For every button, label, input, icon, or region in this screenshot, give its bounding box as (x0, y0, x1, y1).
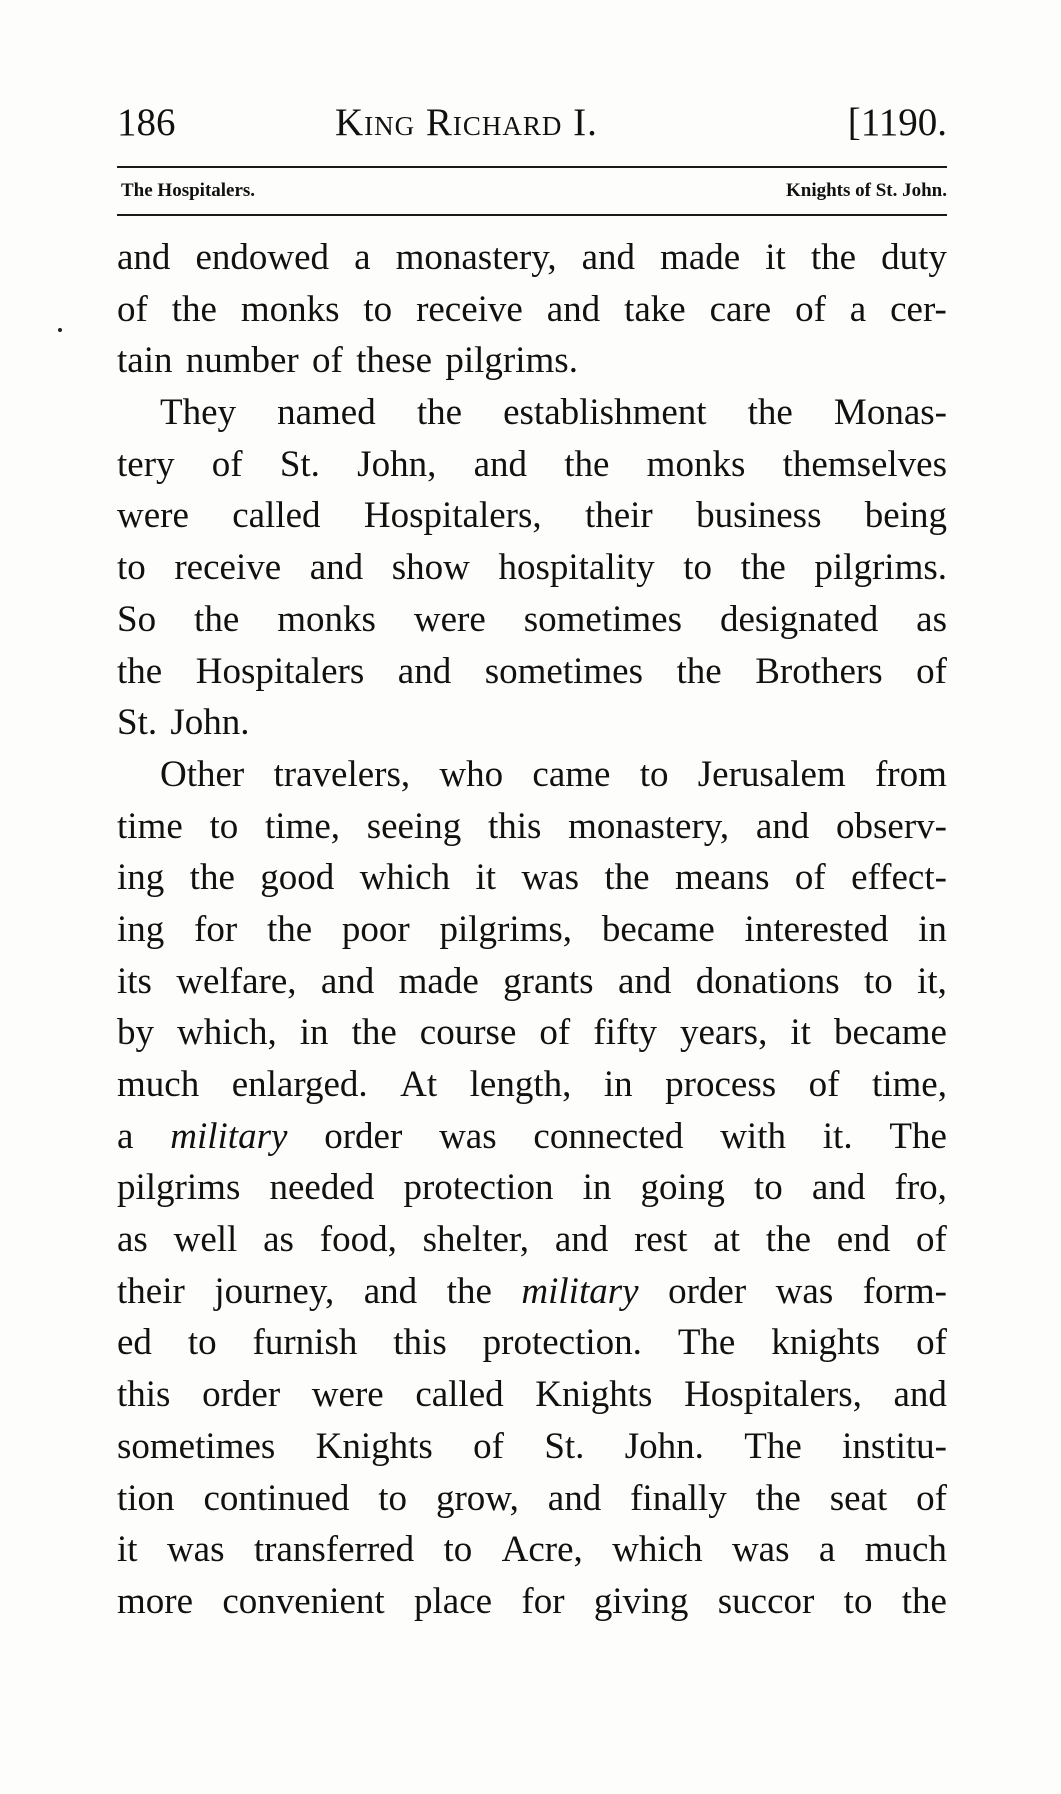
text-line: the Hospitalers and sometimes the Brothers of (117, 650, 947, 692)
text-line: it was transferred to Acre, which was a much (117, 1529, 947, 1571)
header-rule-top (117, 166, 947, 168)
text-line: a military order was connected with it. The (117, 1115, 947, 1157)
text-line: ing for the poor pilgrims, became interested in (117, 908, 947, 950)
side-heading-left: The Hospitalers. (121, 180, 256, 201)
text-line: more convenient place for giving succor to the (117, 1580, 947, 1622)
text-line: They named the establishment the Monas- (160, 392, 947, 434)
text-line: its welfare, and made grants and donations to it, (117, 960, 947, 1002)
text-line: tain number of these pilgrims. (117, 340, 578, 382)
running-title: King Richard I. (335, 101, 598, 144)
header-rule-bottom (117, 214, 947, 216)
margin-speck (58, 328, 62, 332)
text-line: much enlarged. At length, in process of time, (117, 1064, 947, 1105)
text-line: were called Hospitalers, their business being (117, 495, 947, 537)
text-line: tery of St. John, and the monks themselves (117, 443, 947, 485)
text-line: ed to furnish this protection. The knights of (117, 1322, 947, 1364)
text-line: to receive and show hospitality to the pilgrims. (117, 547, 947, 589)
text-line: and endowed a monastery, and made it the duty (117, 237, 947, 278)
text-line: St. John. (117, 702, 250, 744)
page-number: 186 (117, 101, 176, 144)
text-line: tion continued to grow, and finally the seat of (117, 1477, 947, 1519)
text-line: Other travelers, who came to Jerusalem from (160, 753, 947, 795)
text-line: pilgrims needed protection in going to and fro, (117, 1167, 947, 1209)
text-line: this order were called Knights Hospitalers, and (117, 1374, 947, 1416)
text-line: sometimes Knights of St. John. The institu- (117, 1425, 947, 1467)
text-line: ing the good which it was the means of effect- (117, 857, 947, 899)
running-header (117, 98, 947, 148)
header-year: [1190. (847, 101, 947, 144)
body-text (117, 232, 947, 1628)
text-line: as well as food, shelter, and rest at the end of (117, 1219, 947, 1261)
side-heading-right: Knights of St. John. (785, 180, 947, 201)
text-line: by which, in the course of fifty years, it became (117, 1012, 947, 1054)
text-line: So the monks were sometimes designated as (117, 598, 947, 640)
text-line: time to time, seeing this monastery, and observ- (117, 805, 947, 847)
text-line: of the monks to receive and take care of a cer- (117, 288, 947, 330)
text-line: their journey, and the military order was form- (117, 1270, 947, 1312)
side-headings (117, 174, 947, 208)
